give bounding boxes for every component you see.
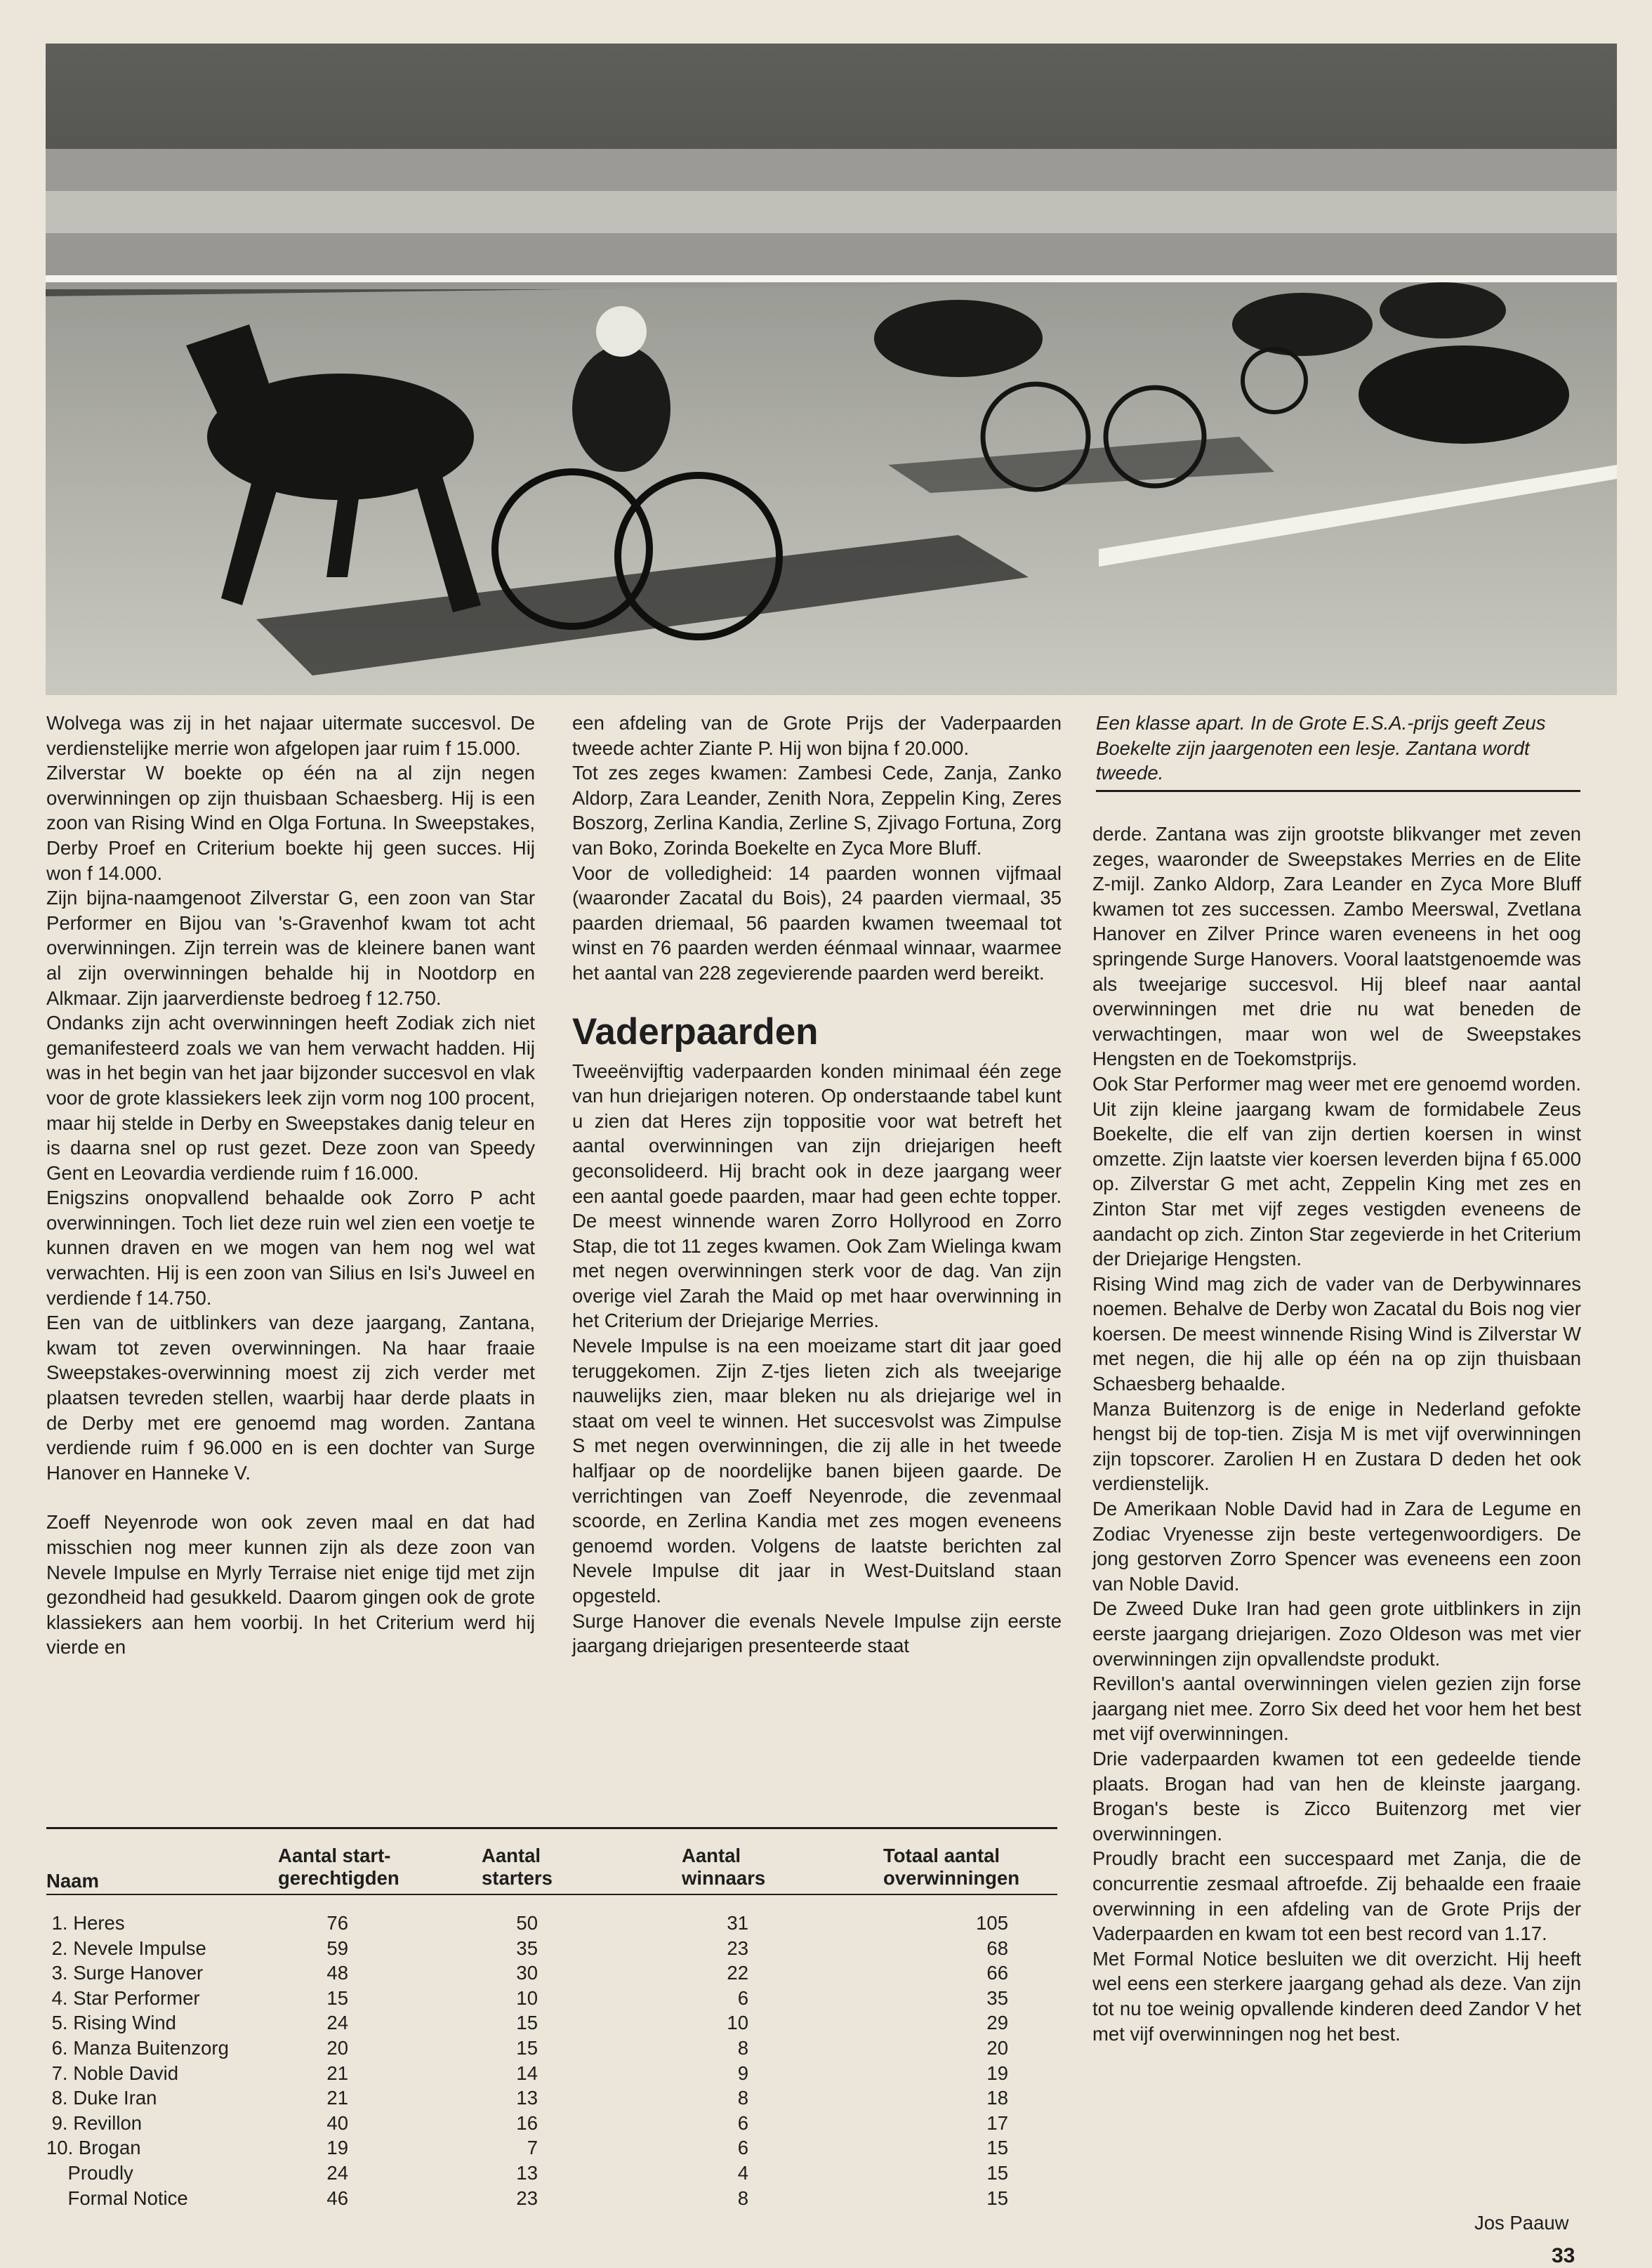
cell-startgerechtigden: 21 <box>326 2062 348 2084</box>
cell-name: Formal Notice <box>46 2187 188 2209</box>
stallion-table <box>46 1827 1057 2210</box>
header-startgerechtigden <box>278 1845 399 1890</box>
paragraph: Zoeff Neyenrode won ook zeven maal en dat had misschien nog meer kunnen zijn als deze zoon van Nevele Impulse en Myrly Terraise niet enige tijd met zijn gezondheid had gesukkeld. Daarom gingen ook de grote klassiekers aan hem voorbij. In het Criterium werd hij vierde en <box>46 1511 535 1659</box>
cell-totaal: 19 <box>986 2062 1008 2084</box>
header-starters <box>482 1845 553 1890</box>
column-1 <box>46 711 535 1660</box>
paragraph: een afdeling van de Grote Prijs der Vaderpaarden tweede achter Ziante P. Hij won bijna f 20.000. <box>572 712 1062 759</box>
table-row <box>46 1960 1057 1986</box>
cell-starters: 15 <box>516 2012 538 2034</box>
table-row <box>46 2161 1057 2186</box>
paragraph: Rising Wind mag zich de vader van de Derbywinnares noemen. Behalve de Derby won Zacatal du Bois nog vier koersen. De meest winnende Rising Wind is Zilverstar W met negen, die hij alle op één na op zijn thuisbaan Schaesberg behaalde. <box>1092 1272 1581 1395</box>
paragraph: Wolvega was zij in het najaar uitermate succesvol. De verdienstelijke merrie won afgelopen jaar ruim f 15.000. <box>46 712 535 759</box>
cell-starters: 13 <box>516 2087 538 2109</box>
table-body <box>46 1895 1057 2210</box>
cell-winnaars: 9 <box>737 2062 748 2084</box>
cell-totaal: 15 <box>986 2187 1008 2209</box>
header-line: winnaars <box>682 1867 766 1889</box>
header-line: overwinningen <box>883 1867 1020 1889</box>
cell-name: 10. Brogan <box>46 2137 141 2159</box>
cell-startgerechtigden: 20 <box>326 2036 348 2059</box>
cell-totaal: 17 <box>986 2111 1008 2134</box>
paragraph: Met Formal Notice besluiten we dit overzicht. Hij heeft wel eens een sterkere jaargang gehad als deze. Van zijn tot nu toe weinig opvallende kinderen deed Zandor V het met vijf overwinningen nog het best. <box>1092 1947 1581 2045</box>
cell-totaal: 105 <box>976 1912 1008 1934</box>
table-row <box>46 2135 1057 2161</box>
header-line: gerechtigden <box>278 1867 399 1889</box>
cell-winnaars: 6 <box>737 2111 748 2134</box>
cell-startgerechtigden: 24 <box>326 2012 348 2034</box>
cell-starters: 14 <box>516 2062 538 2084</box>
cell-startgerechtigden: 24 <box>326 2161 348 2184</box>
paragraph: Ook Star Performer mag weer met ere genoemd worden. Uit zijn kleine jaargang kwam de formidabele Zeus Boekelte, die elf van zijn dertien koersen in winst omzette. Zijn laatste vier koersen leverden bijna f 65.000 op. Zilverstar G met acht, Zeppelin King met zes en Zinton Star met vijf zeges vestigden eveneens de aandacht op zich. Zinton Star zegevierde in het Criterium der Driejarige Hengsten. <box>1092 1072 1581 1270</box>
cell-startgerechtigden: 48 <box>326 1962 348 1984</box>
paragraph: Tot zes zeges kwamen: Zambesi Cede, Zanja, Zanko Aldorp, Zara Leander, Zenith Nora, Zeppelin King, Zeres Boszorg, Zerlina Kandia, Zerline S, Zjivago Fortuna, Zorg van Boko, Zorinda Boekelte en Zyca More Bluff. <box>572 762 1062 859</box>
cell-startgerechtigden: 19 <box>326 2137 348 2159</box>
paragraph: De Amerikaan Noble David had in Zara de Legume en Zodiac Vryenesse zijn beste vertegenwoordigers. De jong gestorven Zorro Spencer was eveneens een zoon van Noble David. <box>1092 1498 1581 1595</box>
table-row <box>46 2085 1057 2111</box>
cell-name: 1. Heres <box>46 1912 125 1934</box>
header-winnaars <box>682 1845 765 1890</box>
header-line: Aantal <box>682 1845 741 1866</box>
photo-caption: Een klasse apart. In de Grote E.S.A.-prijs geeft Zeus Boekelte zijn jaargenoten een lesje. Zantana wordt tweede. <box>1096 711 1580 792</box>
cell-starters: 35 <box>516 1937 538 1959</box>
cell-startgerechtigden: 15 <box>326 1986 348 2009</box>
cell-name: 2. Nevele Impulse <box>46 1937 206 1959</box>
cell-name: 8. Duke Iran <box>46 2087 157 2109</box>
cell-name: 7. Noble David <box>46 2062 179 2084</box>
paragraph: Ondanks zijn acht overwinningen heeft Zodiak zich niet gemanifesteerd zoals we van hem verwacht hadden. Hij was in het begin van het jaar bijzonder succesvol en vlak voor de grote klassiekers leek zijn vorm nog 100 procent, maar hij stelde in Derby en Sweepstakes danig teleur en is daarna snel op rust gezet. Deze zoon van Speedy Gent en Leovardia verdiende ruim f 16.000. <box>46 1012 535 1184</box>
cell-winnaars: 6 <box>737 2137 748 2159</box>
cell-starters: 13 <box>516 2161 538 2184</box>
paragraph: Revillon's aantal overwinningen vielen gezien zijn forse jaargang niet mee. Zorro Six deed het voor hem het best met vijf overwinningen. <box>1092 1673 1581 1745</box>
cell-name: 5. Rising Wind <box>46 2012 176 2034</box>
header-line: Aantal start- <box>278 1845 391 1866</box>
cell-totaal: 15 <box>986 2137 1008 2159</box>
cell-starters: 7 <box>527 2137 538 2159</box>
section-heading: Vaderpaarden <box>572 1010 819 1053</box>
cell-name: 6. Manza Buitenzorg <box>46 2036 229 2059</box>
cell-startgerechtigden: 76 <box>326 1912 348 1934</box>
cell-winnaars: 8 <box>737 2036 748 2059</box>
column-3 <box>1092 822 1581 2046</box>
cell-totaal: 15 <box>986 2161 1008 2184</box>
header-line: Totaal aantal <box>883 1845 1000 1866</box>
table-row <box>46 2010 1057 2036</box>
cell-winnaars: 4 <box>737 2161 748 2184</box>
paragraph: Surge Hanover die evenals Nevele Impulse zijn eerste jaargang driejarigen presenteerde staat <box>572 1609 1062 1657</box>
cell-winnaars: 8 <box>737 2087 748 2109</box>
paragraph: Tweeënvijftig vaderpaarden konden minimaal één zege van hun driejarigen noteren. Op onderstaande tabel kunt u zien dat Heres zijn toppositie voor wat betreft het aantal overwinningen van zijn driejarigen heeft geconsolideerd. Hij bracht ook in deze jaargang weer een aantal goede paarden, maar had geen echte topper. De meest winnende waren Zorro Hollyrood en Zorro Stap, die tot 11 zeges kwamen. Ook Zam Wielinga kwam met negen overwinningen sterk voor de dag. Van zijn overige viel Zarah the Maid op met haar overwinning in het Criterium der Driejarige Merries. <box>572 1060 1062 1332</box>
table-row <box>46 2111 1057 2136</box>
table-row <box>46 2186 1057 2211</box>
paragraph: Manza Buitenzorg is de enige in Nederland gefokte hengst bij de top-tien. Zisja M is met vijf overwinningen zijn topscorer. Zarolien H en Zustara D deden het ook verdienstelijk. <box>1092 1397 1581 1495</box>
harness-race-image <box>46 44 1617 695</box>
paragraph: Nevele Impulse is na een moeizame start dit jaar goed teruggekomen. Zijn Z-tjes lieten zich als tweejarige nauwelijks zien, maar bleken nu als driejarige wel in staat om veel te winnen. Het succesvolst was Zimpulse S met negen overwinningen, die zij alle in het tweede halfjaar op de noordelijke banen bijeen gaarde. De verrichtingen van Zoeff Neyenrode, die zevenmaal scoorde, en Zerlina Kandia met zes mogen eveneens genoemd worden. Volgens de laatste berichten zal Nevele Impulse dit jaar in West-Duitsland staan opgesteld. <box>572 1335 1062 1607</box>
cell-winnaars: 8 <box>737 2187 748 2209</box>
cell-winnaars: 31 <box>727 1912 748 1934</box>
cell-totaal: 29 <box>986 2012 1008 2034</box>
cell-winnaars: 22 <box>727 1962 748 1984</box>
header-line: starters <box>482 1867 553 1889</box>
cell-totaal: 66 <box>986 1962 1008 1984</box>
cell-startgerechtigden: 46 <box>326 2187 348 2209</box>
paragraph: Enigszins onopvallend behaalde ook Zorro P acht overwinningen. Toch liet deze ruin wel zien een voetje te kunnen draven en we mogen van hem nog wel wat verwachten. Hij is een zoon van Silius en Isi's Juweel en verdiende f 14.750. <box>46 1187 535 1309</box>
cell-winnaars: 23 <box>727 1937 748 1959</box>
cell-starters: 10 <box>516 1986 538 2009</box>
table-row <box>46 1936 1057 1961</box>
cell-winnaars: 6 <box>737 1986 748 2009</box>
paragraph: Zilverstar W boekte op één na al zijn negen overwinningen op zijn thuisbaan Schaesberg. Hij is een zoon van Rising Wind en Olga Fortuna. In Sweepstakes, Derby Proef en Criterium boekte hij geen succes. Hij won f 14.000. <box>46 762 535 884</box>
author-byline: Jos Paauw <box>1474 2212 1569 2234</box>
column-2 <box>572 711 1062 1659</box>
paragraph: Voor de volledigheid: 14 paarden wonnen vijfmaal (waaronder Zacatal du Bois), 24 paarden viermaal, 35 paarden driemaal, 56 paarden kwamen tweemaal tot winst en 76 paarden werden éénmaal winnaar, waarmee het aantal van 228 zegevierende paarden werd bereikt. <box>572 862 1062 984</box>
cell-totaal: 20 <box>986 2036 1008 2059</box>
table-header <box>46 1829 1057 1895</box>
cell-name: 4. Star Performer <box>46 1986 200 2009</box>
paragraph: Proudly bracht een succespaard met Zanja, die de concurrentie zesmaal aftroefde. Zij behaalde een fraaie overwinning in een afdeling van de Grote Prijs der Vaderpaarden en kwam tot een best record van 1.17. <box>1092 1847 1581 1945</box>
header-totaal <box>883 1845 1019 1890</box>
cell-name: 9. Revillon <box>46 2111 143 2134</box>
page-number: 33 <box>1552 2244 1575 2267</box>
table-row <box>46 1911 1057 1936</box>
cell-startgerechtigden: 40 <box>326 2111 348 2134</box>
cell-starters: 23 <box>516 2187 538 2209</box>
table-row <box>46 2036 1057 2061</box>
cell-totaal: 35 <box>986 1986 1008 2009</box>
cell-name: 3. Surge Hanover <box>46 1962 204 1984</box>
table-row <box>46 2061 1057 2086</box>
cell-starters: 30 <box>516 1962 538 1984</box>
paragraph: Een van de uitblinkers van deze jaargang, Zantana, kwam tot zeven overwinningen. Na haar fraaie Sweepstakes-overwinning moest zij zich verder met plaatsen tevreden stellen, waarbij haar derde plaats in de Derby met ere genoemd mag worden. Zantana verdiende ruim f 96.000 en is een dochter van Surge Hanover en Hanneke V. <box>46 1312 535 1484</box>
cell-totaal: 68 <box>986 1937 1008 1959</box>
header-line: Aantal <box>482 1845 541 1866</box>
cell-name: Proudly <box>46 2161 133 2184</box>
paragraph: Zijn bijna-naamgenoot Zilverstar G, een zoon van Star Performer en Bijou van 's-Gravenhof kwam tot acht overwinningen. Zijn terrein was de kleinere banen want al zijn overwinningen behalde hij in Nootdorp en Alkmaar. Zijn jaarverdienste bedroeg f 12.750. <box>46 887 535 1009</box>
cell-startgerechtigden: 59 <box>326 1937 348 1959</box>
cell-winnaars: 10 <box>727 2012 748 2034</box>
paragraph: Drie vaderpaarden kwamen tot een gedeelde tiende plaats. Brogan had van hen de kleinste jaargang. Brogan's beste is Zicco Buitenzorg met vier overwinningen. <box>1092 1747 1581 1845</box>
cell-starters: 50 <box>516 1912 538 1934</box>
cell-starters: 15 <box>516 2036 538 2059</box>
paragraph: derde. Zantana was zijn grootste blikvanger met zeven zeges, waaronder de Sweepstakes Merries en de Elite Z-mijl. Zanko Aldorp, Zara Leander en Zyca More Bluff kwamen tot zes successen. Zambo Meerswal, Zvetlana Hanover en Zilver Prince waren eveneens in het oog springende Surge Hanovers. Vooral laatstgenoemde was als tweejarige succesvol. Hij bleef naar aantal overwinningen met drie nu wat beneden de verwachtingen, maar won wel de Sweepstakes Hengsten en de Toekomstprijs. <box>1092 823 1581 1070</box>
cell-startgerechtigden: 21 <box>326 2087 348 2109</box>
race-photo <box>46 44 1617 695</box>
header-naam: Naam <box>46 1870 99 1892</box>
paragraph: De Zweed Duke Iran had geen grote uitblinkers in zijn eerste jaargang driejarigen. Zozo Oldeson was met vier overwinningen zijn opvallendste produkt. <box>1092 1597 1581 1670</box>
cell-starters: 16 <box>516 2111 538 2134</box>
cell-totaal: 18 <box>986 2087 1008 2109</box>
table-row <box>46 1986 1057 2011</box>
